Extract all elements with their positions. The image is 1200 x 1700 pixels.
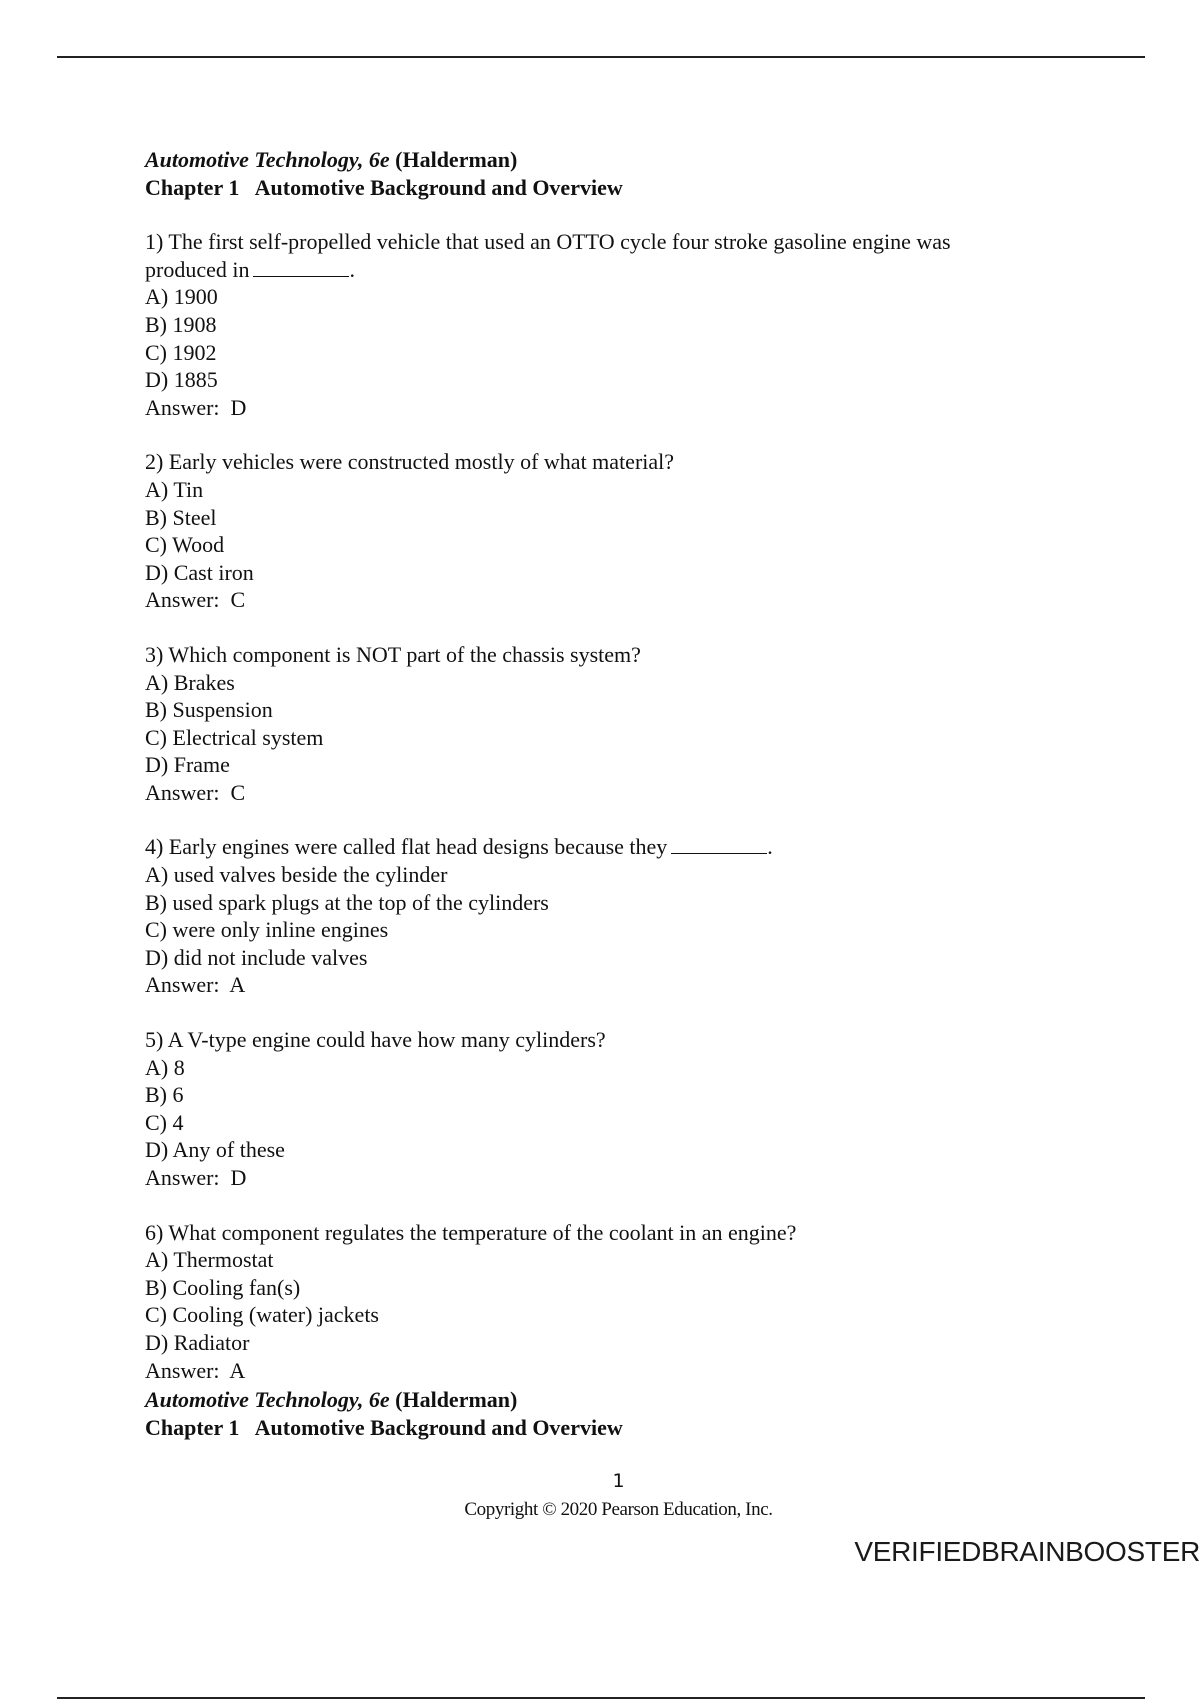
chapter-header xyxy=(145,1414,1085,1442)
option-c: C) Electrical system xyxy=(145,724,324,750)
answer-blank xyxy=(253,258,349,277)
option-c: C) Cooling (water) jackets xyxy=(145,1302,379,1328)
book-author: (Halderman) xyxy=(395,1387,518,1413)
question-2-text: 2) Early vehicles were constructed mostly of what material? xyxy=(145,449,675,475)
option-b: B) 1908 xyxy=(145,311,217,337)
option-c: C) were only inline engines xyxy=(145,917,389,943)
chapter-header xyxy=(145,174,1085,202)
option-d: D) Cast iron xyxy=(145,559,254,585)
answer-key: Answer: A xyxy=(145,972,246,998)
answer-key: Answer: D xyxy=(145,394,247,420)
chapter-title: Automotive Background and Overview xyxy=(254,174,623,200)
question-6 xyxy=(145,1219,1085,1385)
option-b: B) used spark plugs at the top of the cylinders xyxy=(145,889,549,915)
book-title: Automotive Technology, 6e xyxy=(145,147,390,172)
option-b: B) Suspension xyxy=(145,697,273,723)
question-2 xyxy=(145,448,1085,614)
answer-blank xyxy=(671,835,767,854)
book-author: (Halderman) xyxy=(395,147,518,172)
book-header xyxy=(145,1386,1085,1414)
option-d: D) Radiator xyxy=(145,1329,250,1355)
option-a: A) 8 xyxy=(145,1054,185,1080)
question-5-text: 5) A V-type engine could have how many cylinders? xyxy=(145,1027,606,1053)
chapter-label: Chapter 1 xyxy=(145,1414,240,1440)
copyright-notice: Copyright © 2020 Pearson Education, Inc. xyxy=(464,1499,773,1520)
question-4-text: 4) Early engines were called flat head designs because they . xyxy=(145,834,773,860)
option-d: D) Frame xyxy=(145,752,230,778)
top-rule xyxy=(57,56,1145,58)
answer-key: Answer: D xyxy=(145,1165,247,1190)
option-b: B) Steel xyxy=(145,504,217,530)
option-c: C) 4 xyxy=(145,1109,184,1135)
question-5 xyxy=(145,1026,1085,1192)
chapter-title: Automotive Background and Overview xyxy=(254,1414,623,1440)
answer-key: Answer: C xyxy=(145,587,246,613)
chapter-label: Chapter 1 xyxy=(145,174,240,200)
book-title: Automotive Technology, 6e xyxy=(145,1387,390,1413)
option-a: A) used valves beside the cylinder xyxy=(145,862,448,888)
option-c: C) 1902 xyxy=(145,339,217,365)
question-1-text-line2: produced in . xyxy=(145,256,355,282)
answer-key: Answer: A xyxy=(145,1357,246,1383)
answer-key: Answer: C xyxy=(145,779,246,805)
option-b: B) 6 xyxy=(145,1082,184,1108)
question-1-text-line1: 1) The first self-propelled vehicle that used an OTTO cycle four stroke gasoline engine was xyxy=(145,229,951,255)
option-a: A) Thermostat xyxy=(145,1247,274,1273)
option-d: D) did not include valves xyxy=(145,944,368,970)
book-header xyxy=(145,146,1085,174)
watermark-text: VERIFIEDBRAINBOOSTER xyxy=(854,1536,1200,1567)
option-b: B) Cooling fan(s) xyxy=(145,1274,301,1300)
page-number: 1 xyxy=(612,1470,625,1492)
document-body xyxy=(145,146,1085,1441)
question-3 xyxy=(145,641,1085,807)
option-c: C) Wood xyxy=(145,532,225,558)
option-d: D) 1885 xyxy=(145,367,218,393)
option-a: A) 1900 xyxy=(145,284,218,310)
option-d: D) Any of these xyxy=(145,1137,285,1163)
bottom-rule xyxy=(57,1697,1145,1699)
question-3-text: 3) Which component is NOT part of the chassis system? xyxy=(145,641,641,667)
running-footer-header xyxy=(145,1386,1085,1441)
option-a: A) Tin xyxy=(145,476,204,502)
option-a: A) Brakes xyxy=(145,669,235,695)
question-6-text: 6) What component regulates the temperature of the coolant in an engine? xyxy=(145,1219,797,1245)
question-1 xyxy=(145,228,1085,421)
question-4 xyxy=(145,833,1085,999)
